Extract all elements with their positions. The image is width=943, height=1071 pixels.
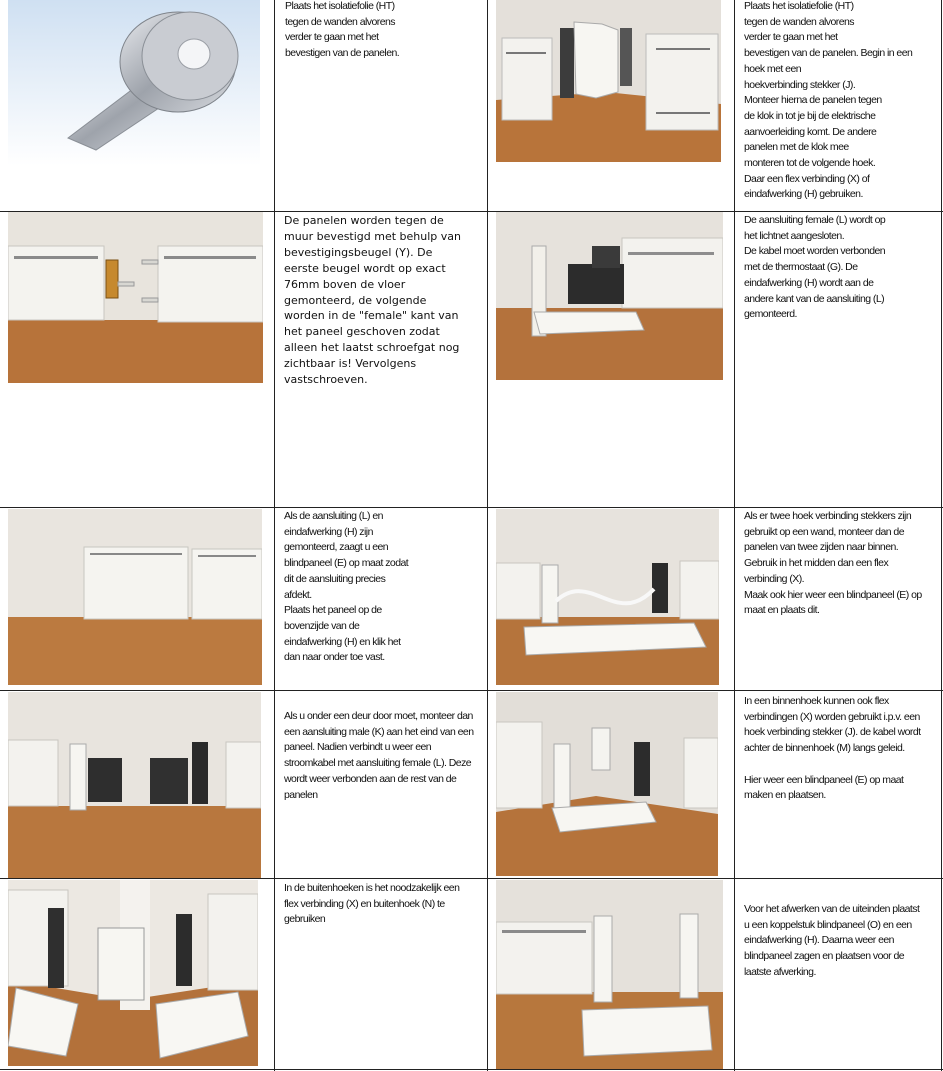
step-1-text: Plaats het isolatiefolie (HT) tegen de wanden alvorens verder te gaan met het bevestigen van de panelen. xyxy=(285,0,400,60)
blind-panel-photo xyxy=(8,509,262,685)
corner-connector-photo xyxy=(496,0,721,162)
table-border xyxy=(0,878,943,879)
step-3-text: De panelen worden tegen de muur bevestigd met behulp van bevestigingsbeugel (Y). De eerste beugel wordt op exact 76mm boven de vloer gemonteerd, de volgende worden in de "female" kant van het paneel geschoven zodat alleen het laatst schroefgat nog zichtbaar is! Vervolgens vastschroeven. xyxy=(284,214,462,387)
table-border xyxy=(487,0,488,1071)
step-9-text: In de buitenhoeken is het noodzakelijk een flex verbinding (X) en buitenhoek (N) te gebruiken xyxy=(284,882,460,926)
step-2-text: Plaats het isolatiefolie (HT) tegen de wanden alvorens verder te gaan met het bevestigen van de panelen. Begin in een hoek met een hoekverbinding stekker (J). Monteer hierna de panelen tegen de klok in tot je bij de elektrische aanvoerleiding komt. De andere panelen met de klok mee monteren tot de volgende hoek. Daar een flex verbinding (X) of eindafwerking (H) gebruiken. xyxy=(744,0,913,201)
table-border xyxy=(734,0,735,1071)
table-border xyxy=(0,1069,943,1070)
step-4-text: De aansluiting female (L) wordt op het lichtnet aangesloten. De kabel moet worden verbonden met de thermostaat (G). De eindafwerking (H) wordt aan de andere kant van de aansluiting (L) gemonteerd. xyxy=(744,214,886,321)
table-border xyxy=(0,690,943,691)
flex-connection-photo xyxy=(496,509,719,685)
outer-corner-photo xyxy=(8,880,258,1066)
step-8-text: In een binnenhoek kunnen ook flex verbindingen (X) worden gebruikt i.p.v. een hoek verbinding stekker (J). de kabel wordt achter de binnenhoek (M) langs geleid. Hier weer een blindpaneel (E) op maat maken en plaatsen. xyxy=(744,695,921,802)
step-10-text: Voor het afwerken van de uiteinden plaatst u een koppelstuk blindpaneel (O) en een eindafwerking (H). Daarna weer een blindpaneel zagen en plaatsen voor de laatste afwerking. xyxy=(744,903,920,978)
inner-corner-photo xyxy=(496,692,718,876)
table-border xyxy=(274,0,275,1071)
step-5-text: Als de aansluiting (L) en eindafwerking (H) zijn gemonteerd, zaagt u een blindpaneel (E) op maat zodat dit de aansluiting precies afdekt. Plaats het paneel op de bovenzijde van de eindafwerking (H) en klik het dan naar onder toe vast. xyxy=(284,510,409,664)
end-finish-photo xyxy=(496,880,723,1069)
step-7-text: Als u onder een deur door moet, monteer dan een aansluiting male (K) aan het eind van een paneel. Nadien verbindt u weer een stroomkabel met aansluiting female (L). Deze wordt weer verbonden aan de rest van de panelen xyxy=(284,710,474,801)
door-connection-photo xyxy=(8,692,261,878)
table-border xyxy=(0,507,943,508)
step-6-text: Als er twee hoek verbinding stekkers zijn gebruikt op een wand, monteer dan de panelen van twee zijden naar binnen. Gebruik in het midden dan een flex verbinding (X). Maak ook hier weer een blindpaneel (E) op maat en plaats dit. xyxy=(744,510,922,617)
table-border xyxy=(941,0,942,1071)
mounting-bracket-photo xyxy=(8,212,263,383)
female-connection-thermostat-photo xyxy=(496,212,723,380)
isolation-foil-roll-photo xyxy=(8,0,260,166)
